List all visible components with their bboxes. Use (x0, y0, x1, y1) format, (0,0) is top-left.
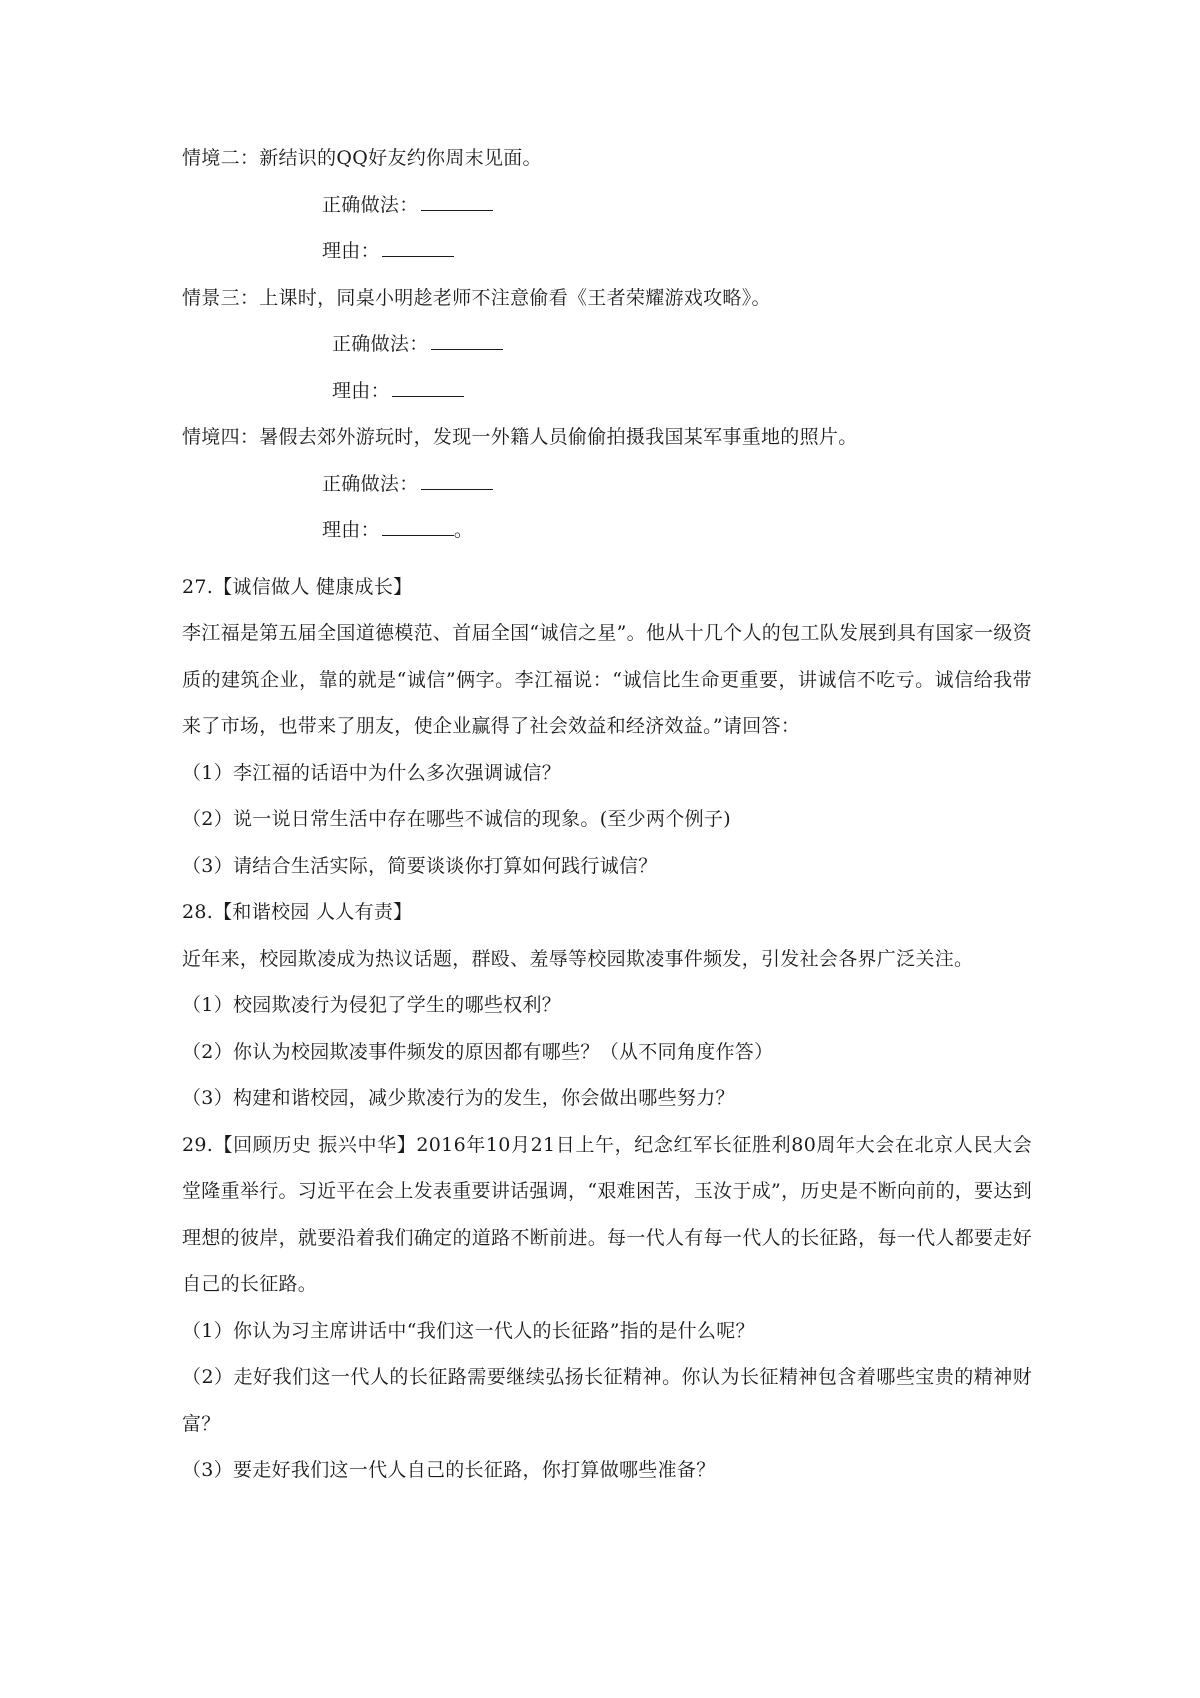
answer-blank[interactable] (392, 378, 464, 397)
q27-item-2: （2）说一说日常生活中存在哪些不诚信的现象。(至少两个例子) (182, 808, 731, 830)
correct-label: 正确做法： (322, 193, 419, 216)
reason-label: 理由： (322, 519, 380, 541)
answer-blank[interactable] (382, 517, 454, 536)
correct-label: 正确做法： (332, 333, 429, 355)
reason-end-punct: 。 (453, 519, 474, 541)
answer-blank[interactable] (382, 238, 454, 257)
scenario4-correct (182, 471, 1032, 518)
q29-item-1: （1）你认为习主席讲话中“我们这一代人的长征路”指的是什么呢？ (182, 1319, 755, 1342)
answer-blank[interactable] (421, 192, 493, 211)
scenario2-reason (182, 238, 1032, 285)
scenario2-label: 情境二：新结识的QQ好友约你周末见面。 (182, 147, 542, 169)
q27-item-1: （1）李江福的话语中为什么多次强调诚信？ (182, 761, 562, 784)
correct-label: 正确做法： (322, 472, 419, 495)
scenario4-label: 情境四：暑假去郊外游玩时，发现一外籍人员偷偷拍摄我国某军事重地的照片。 (182, 426, 858, 448)
answer-blank[interactable] (421, 471, 493, 490)
scenario3-reason (182, 378, 1032, 425)
reason-label: 理由： (332, 379, 390, 402)
q29-text: 29.【回顾历史 振兴中华】2016年10月21日上午，纪念红军长征胜利80周年大会在北京人民大会堂隆重举行。习近平在会上发表重要讲话强调，“艰难困苦，玉汝于成”，历史是不断向前的，要达到理想的彼岸，就要沿着我们确定的道路不断前进。每一代人有每一代人的长征路，每一代人都要走好自己的长征路。 (182, 1133, 1032, 1295)
scenario3-correct (182, 331, 1032, 378)
scenario2-correct (182, 192, 1032, 239)
q27-item-3: （3）请结合生活实际，简要谈谈你打算如何践行诚信？ (182, 854, 658, 877)
q28-item-3: （3）构建和谐校园，减少欺凌行为的发生，你会做出哪些努力？ (182, 1087, 735, 1109)
scenario3-label: 情景三：上课时，同桌小明趁老师不注意偷看《王者荣耀游戏攻略》。 (182, 286, 771, 309)
q29-item-2: （2）走好我们这一代人的长征路需要继续弘扬长征精神。你认为长征精神包含着哪些宝贵的精神财富？ (182, 1366, 1032, 1435)
q27-text: 李江福是第五届全国道德模范、首届全国“诚信之星”。他从十几个人的包工队发展到具有国家一级资质的建筑企业，靠的就是“诚信”俩字。李江福说：“诚信比生命更重要，讲诚信不吃亏。诚信给我带来了市场，也带来了朋友，使企业赢得了社会效益和经济效益。”请回答： (182, 622, 1032, 737)
q28-item-1: （1）校园欺凌行为侵犯了学生的哪些权利？ (182, 994, 562, 1016)
answer-blank[interactable] (431, 331, 503, 350)
q28-text: 近年来，校园欺凌成为热议话题，群殴、羞辱等校园欺凌事件频发，引发社会各界广泛关注。 (182, 947, 974, 970)
q29-item-3: （3）要走好我们这一代人自己的长征路，你打算做哪些准备？ (182, 1459, 716, 1481)
q28-item-2: （2）你认为校园欺凌事件频发的原因都有哪些？（从不同角度作答） (182, 1040, 774, 1063)
scenario4-reason (182, 517, 1032, 564)
document-page (182, 145, 1032, 1494)
reason-label: 理由： (322, 240, 380, 262)
q28-heading: 28.【和谐校园 人人有责】 (182, 901, 413, 923)
q27-heading: 27.【诚信做人 健康成长】 (182, 575, 413, 598)
